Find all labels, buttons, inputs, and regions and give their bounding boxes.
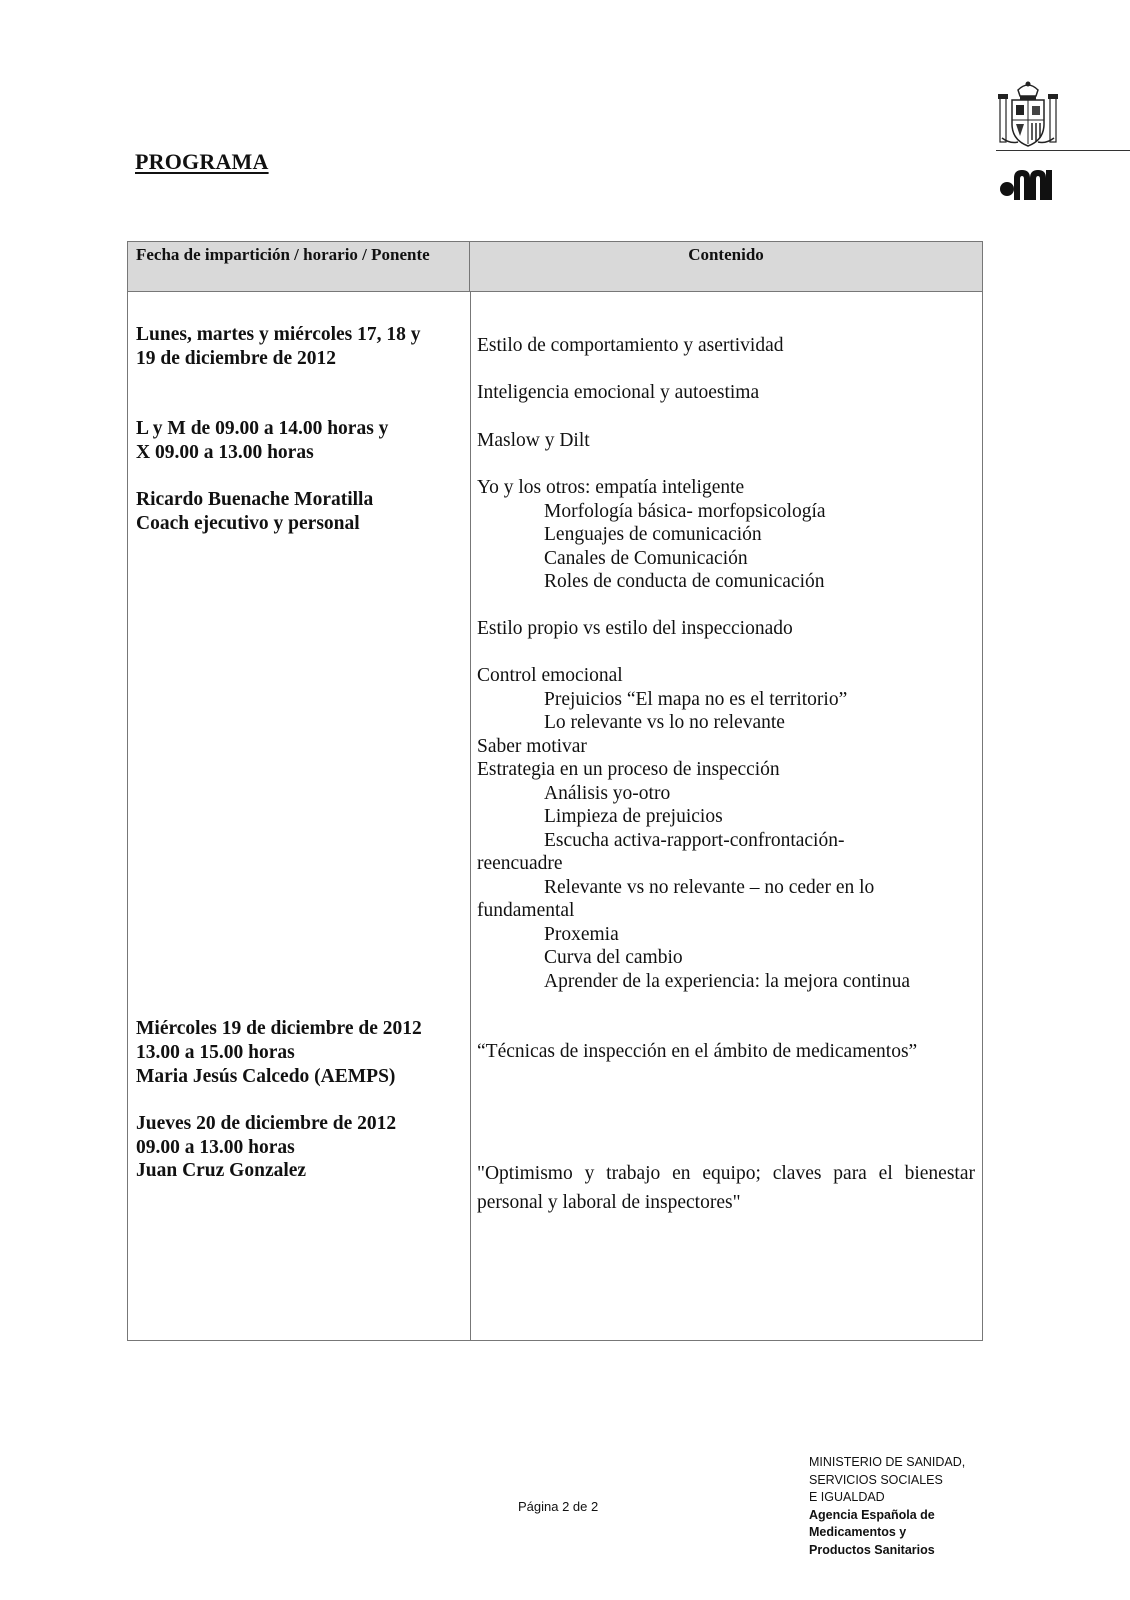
agency-line: Productos Sanitarios bbox=[809, 1542, 935, 1557]
ministry-footer bbox=[809, 1454, 965, 1559]
content-subitem: Prejuicios “El mapa no es el territorio” bbox=[544, 689, 848, 710]
session2-speaker: Maria Jesús Calcedo (AEMPS) bbox=[136, 1066, 396, 1087]
session3-time: 09.00 a 13.00 horas bbox=[136, 1137, 295, 1158]
session2-time: 13.00 a 15.00 horas bbox=[136, 1042, 295, 1063]
content-subitem: Curva del cambio bbox=[544, 947, 683, 968]
page-number: Página 2 de 2 bbox=[518, 1499, 599, 1514]
content-subitem: Canales de Comunicación bbox=[544, 548, 748, 569]
session3-date: Jueves 20 de diciembre de 2012 bbox=[136, 1113, 397, 1134]
content-session2-title: “Técnicas de inspección en el ámbito de medicamentos” bbox=[477, 1041, 918, 1062]
column-divider bbox=[470, 292, 471, 1340]
content-subitem: Relevante vs no relevante – no ceder en lo bbox=[544, 877, 875, 898]
program-table bbox=[127, 241, 983, 1341]
content-subitem: Análisis yo-otro bbox=[544, 783, 671, 804]
content-subitem: Escucha activa-rapport-confrontación- bbox=[544, 830, 845, 851]
content-item: Estilo de comportamiento y asertividad bbox=[477, 335, 784, 356]
session1-date-line1: Lunes, martes y miércoles 17, 18 y bbox=[136, 324, 421, 345]
session1-time-line2: X 09.00 a 13.00 horas bbox=[136, 442, 314, 463]
content-item: Yo y los otros: empatía inteligente bbox=[477, 477, 745, 498]
content-subitem: Lenguajes de comunicación bbox=[544, 524, 762, 545]
aemps-logo-icon bbox=[1000, 166, 1056, 200]
agency-line: Agencia Española de bbox=[809, 1507, 935, 1522]
session1-date-line2: 19 de diciembre de 2012 bbox=[136, 348, 337, 369]
content-item: Estilo propio vs estilo del inspeccionado bbox=[477, 618, 793, 639]
content-item: Saber motivar bbox=[477, 736, 587, 757]
content-subitem: Limpieza de prejuicios bbox=[544, 806, 723, 827]
content-item: Inteligencia emocional y autoestima bbox=[477, 382, 760, 403]
content-item: Control emocional bbox=[477, 665, 623, 686]
content-subitem: Proxemia bbox=[544, 924, 619, 945]
ministry-line: MINISTERIO DE SANIDAD, bbox=[809, 1455, 966, 1469]
agency-line: Medicamentos y bbox=[809, 1525, 907, 1539]
header-date-label: Fecha de impartición / horario / Ponente bbox=[136, 245, 430, 264]
spain-coat-of-arms-icon bbox=[996, 80, 1060, 150]
session2-date: Miércoles 19 de diciembre de 2012 bbox=[136, 1018, 422, 1039]
content-item: Estrategia en un proceso de inspección bbox=[477, 759, 780, 780]
table-header-content bbox=[470, 242, 982, 292]
content-session3-title: "Optimismo y trabajo en equipo; claves para el bienestar personal y laboral de inspectores" bbox=[477, 1163, 975, 1213]
content-subitem: Lo relevante vs lo no relevante bbox=[544, 712, 785, 733]
content-subitem-cont: fundamental bbox=[477, 900, 575, 921]
content-subitem: Morfología básica- morfopsicología bbox=[544, 501, 826, 522]
ministry-line: E IGUALDAD bbox=[809, 1490, 885, 1504]
page-title: PROGRAMA bbox=[135, 149, 269, 174]
ministry-line: SERVICIOS SOCIALES bbox=[809, 1472, 943, 1487]
header-rule bbox=[996, 150, 1130, 151]
table-header-date bbox=[128, 242, 470, 292]
content-subitem: Aprender de la experiencia: la mejora continua bbox=[544, 971, 910, 992]
session3-speaker: Juan Cruz Gonzalez bbox=[136, 1160, 307, 1181]
content-subitem: Roles de conducta de comunicación bbox=[544, 571, 825, 592]
header-content-label: Contenido bbox=[688, 245, 764, 264]
session1-time-line1: L y M de 09.00 a 14.00 horas y bbox=[136, 418, 389, 439]
content-item: Maslow y Dilt bbox=[477, 430, 590, 451]
content-subitem-cont: reencuadre bbox=[477, 853, 563, 874]
session1-speaker-role: Coach ejecutivo y personal bbox=[136, 513, 360, 534]
session1-speaker: Ricardo Buenache Moratilla bbox=[136, 489, 374, 510]
